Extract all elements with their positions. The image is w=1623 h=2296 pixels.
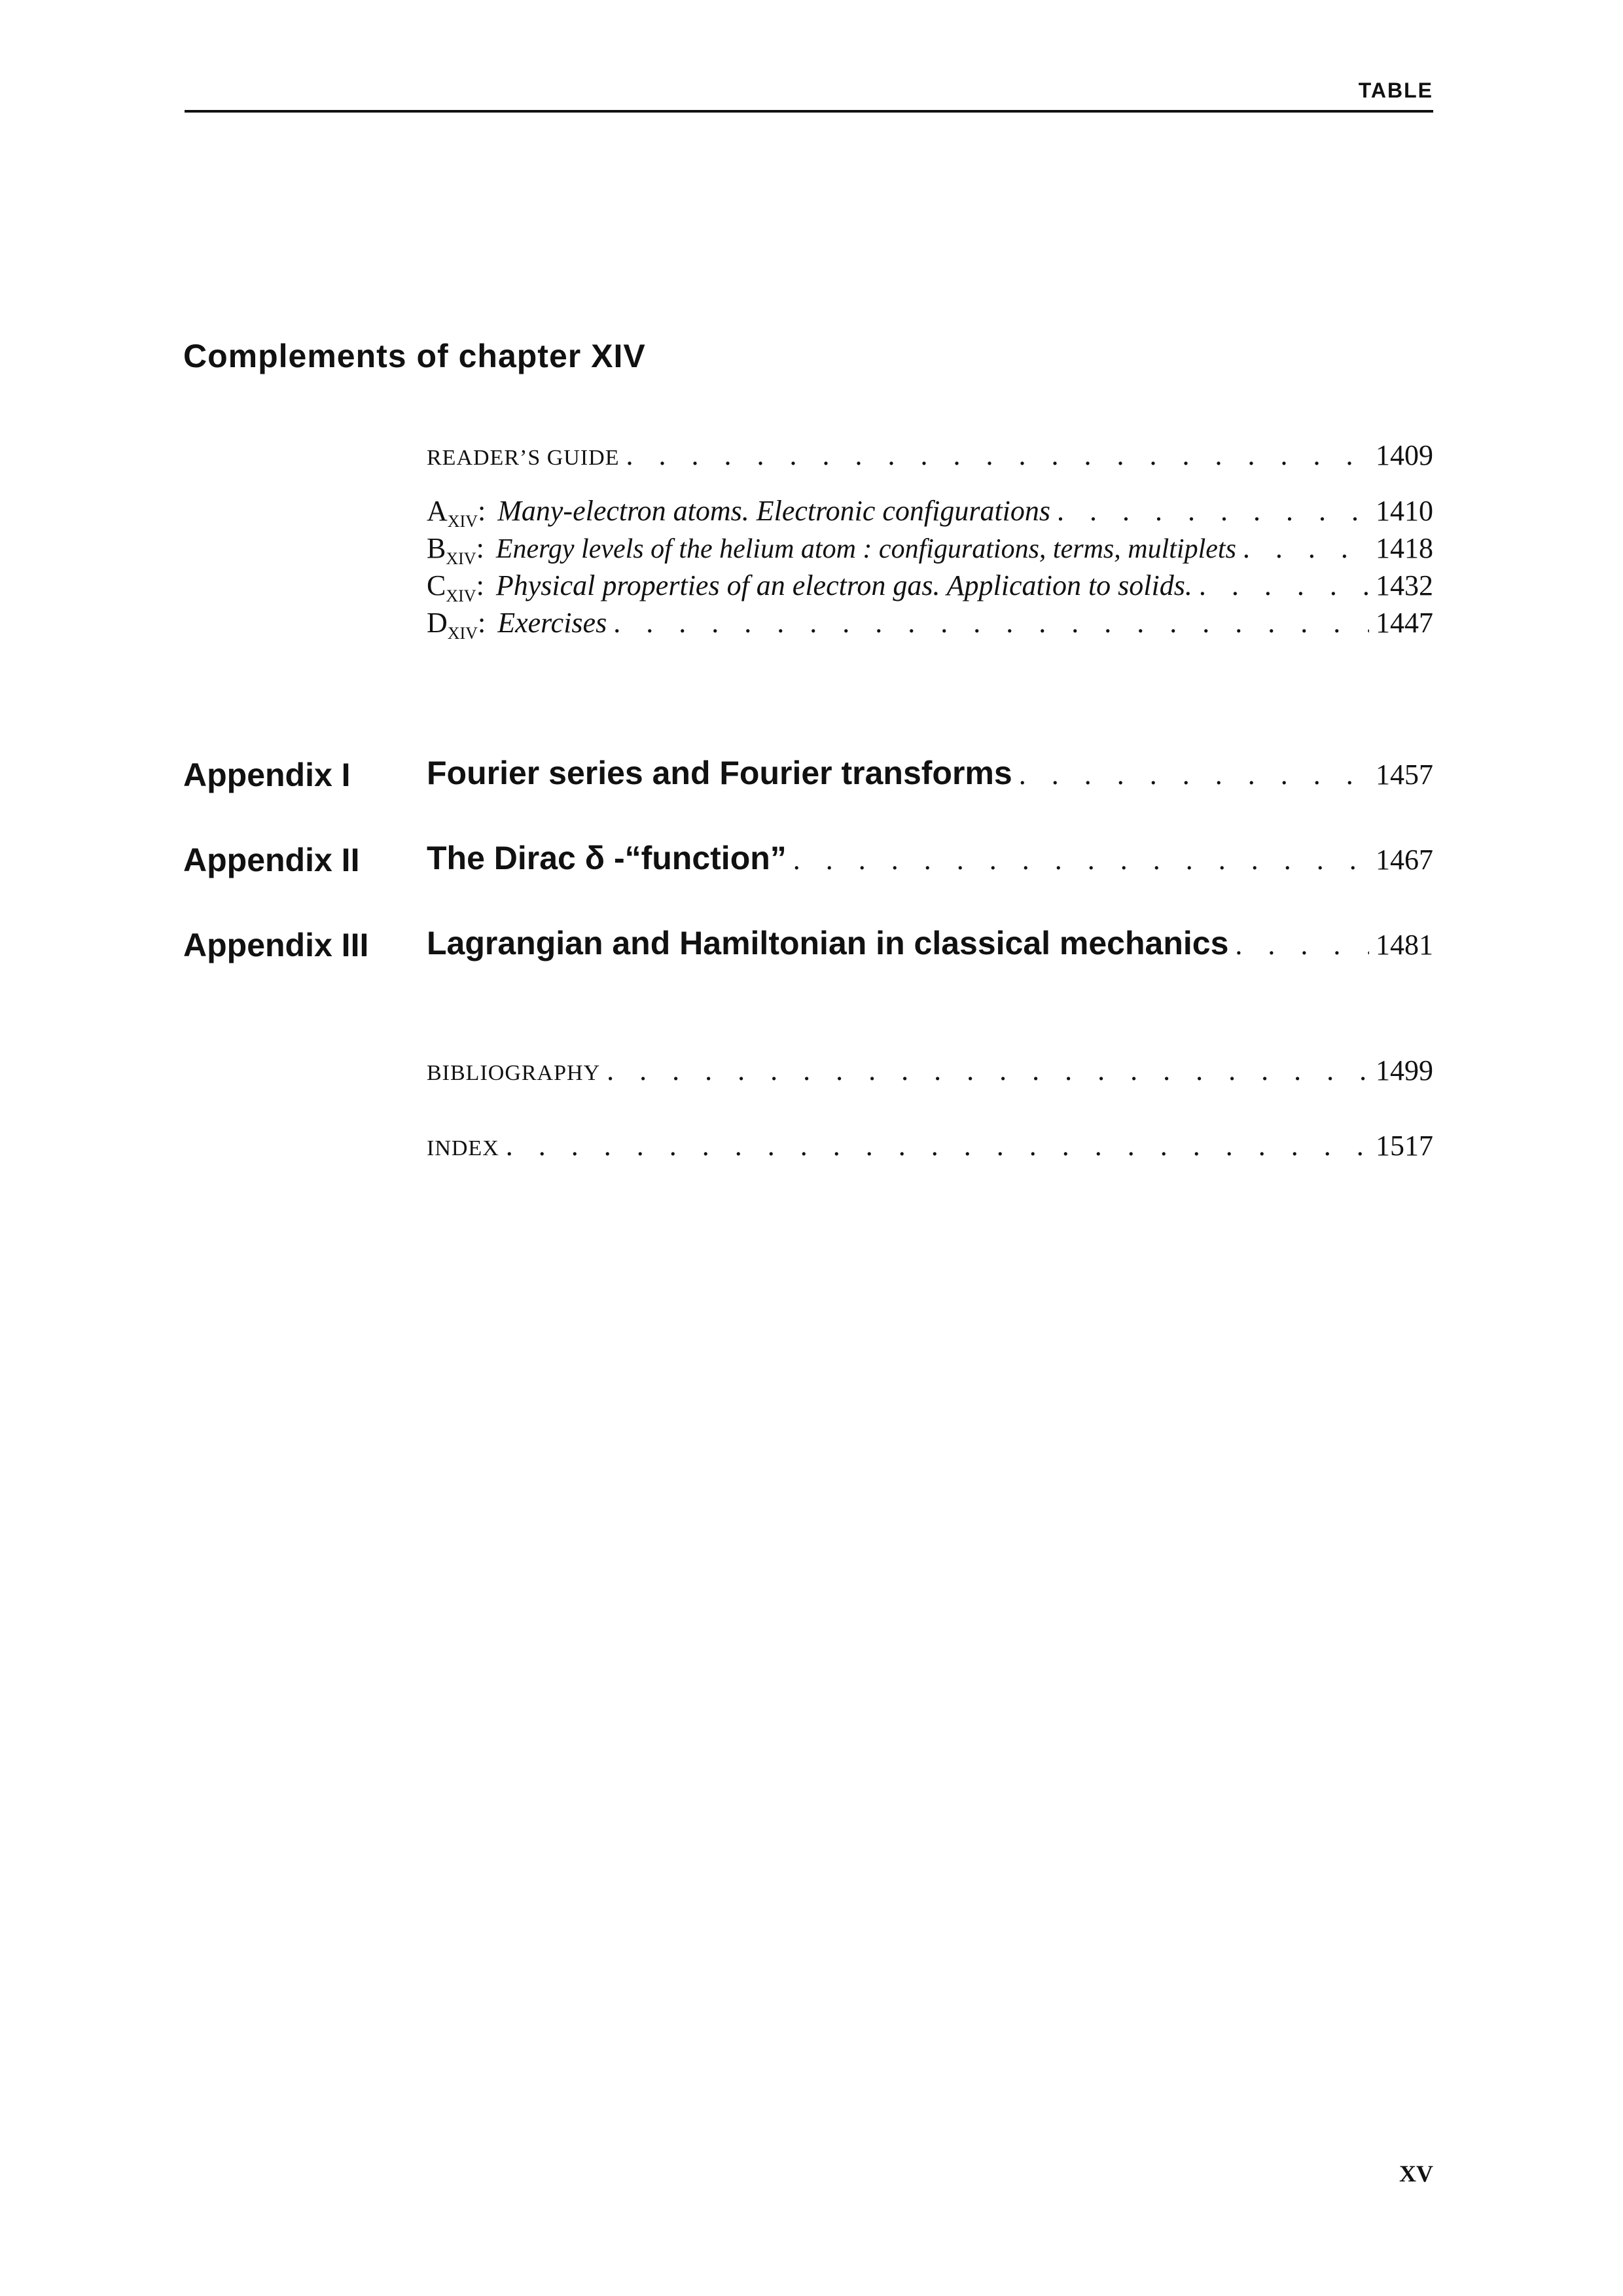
complement-subscript: XIV (447, 512, 478, 531)
page-number: 1457 (1376, 759, 1433, 791)
complement-letter: D (427, 607, 448, 639)
complement-subscript: XIV (447, 624, 478, 643)
complement-subscript: XIV (446, 586, 476, 605)
toc-entry-appendix-3[interactable] (427, 924, 1433, 962)
complement-title: Energy levels of the helium atom : configurations, terms, multiplets (495, 534, 1236, 564)
dot-leader (1019, 758, 1369, 791)
appendix-label-3: Appendix III (183, 927, 369, 963)
appendix-title: Lagrangian and Hamiltonian in classical mechanics (427, 925, 1229, 961)
entry-label: READER’S GUIDE (427, 446, 620, 470)
header-rule (185, 110, 1433, 113)
dot-leader (793, 843, 1369, 876)
page-number: 1467 (1376, 844, 1433, 876)
dot-leader (1235, 928, 1369, 961)
entry-label: INDEX (427, 1136, 499, 1160)
complement-letter: B (427, 532, 446, 564)
colon: : (476, 569, 484, 601)
dot-leader (1057, 494, 1369, 528)
toc-entry-complement-b[interactable] (427, 531, 1433, 568)
toc-entry-complement-d[interactable] (427, 606, 1433, 643)
complement-letter: A (427, 495, 448, 527)
complement-letter: C (427, 569, 446, 601)
colon: : (478, 495, 486, 527)
page-number: 1481 (1376, 929, 1433, 961)
dot-leader (626, 439, 1369, 472)
complement-title: Many-electron atoms. Electronic configurations (497, 495, 1051, 527)
toc-entry-appendix-1[interactable] (427, 754, 1433, 792)
complement-title: Exercises (497, 607, 607, 639)
page-number: 1418 (1376, 532, 1433, 564)
toc-entry-index[interactable] (427, 1129, 1433, 1162)
toc-entry-bibliography[interactable] (427, 1054, 1433, 1087)
complement-title: Physical properties of an electron gas. Application to solids. (495, 569, 1192, 601)
complement-subscript: XIV (446, 549, 476, 568)
page-number: 1410 (1376, 495, 1433, 527)
dot-leader (506, 1129, 1369, 1162)
page-number: 1517 (1376, 1130, 1433, 1162)
dot-leader (1199, 569, 1369, 602)
appendix-title: The Dirac δ -“function” (427, 840, 787, 876)
page-folio: XV (1399, 2161, 1433, 2187)
appendix-title: Fourier series and Fourier transforms (427, 755, 1012, 791)
running-head: TABLE (1358, 79, 1433, 102)
toc-entry-appendix-2[interactable] (427, 839, 1433, 877)
dot-leader (607, 1054, 1369, 1087)
section-title: Complements of chapter XIV (183, 338, 646, 374)
dot-leader (613, 606, 1369, 639)
entry-label: BIBLIOGRAPHY (427, 1061, 601, 1085)
colon: : (476, 532, 484, 564)
page-number: 1499 (1376, 1054, 1433, 1086)
toc-entry-complement-c[interactable] (427, 569, 1433, 605)
dot-leader (1243, 531, 1369, 565)
page-number: 1447 (1376, 607, 1433, 639)
appendix-label-2: Appendix II (183, 842, 360, 878)
toc-entry-complement-a[interactable] (427, 494, 1433, 531)
page-number: 1432 (1376, 569, 1433, 601)
appendix-label-1: Appendix I (183, 757, 351, 793)
page-number: 1409 (1376, 439, 1433, 471)
colon: : (478, 607, 486, 639)
toc-entry-readers-guide[interactable] (427, 439, 1433, 472)
